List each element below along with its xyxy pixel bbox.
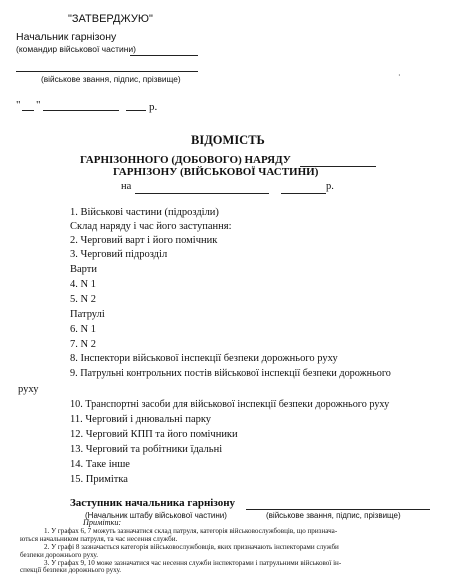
deputy-sign-line bbox=[246, 509, 430, 510]
list-item: 2. Черговий варт і його помічник bbox=[70, 235, 218, 246]
date-open-quote: " bbox=[16, 99, 21, 111]
note-line: 2. У графі 8 зазначається категорія військовослужбовців, яких призначають інспекторами служби bbox=[44, 543, 339, 551]
date-year-suffix: р. bbox=[149, 101, 158, 113]
note-line: 3. У графах 9, 10 може зазначатися час несення служби інспекторами і патрульними військової ін- bbox=[44, 559, 342, 567]
list-item: 14. Таке інше bbox=[70, 459, 130, 470]
date-close-quote: " bbox=[36, 99, 41, 111]
deputy-sub: (Начальник штабу військової частини) bbox=[85, 511, 227, 520]
title-line1: ГАРНІЗОННОГО (ДОБОВОГО) НАРЯДУ bbox=[80, 154, 291, 166]
note-line: безпеки дорожнього руху. bbox=[20, 551, 99, 559]
list-item: 10. Транспортні засоби для військової інспекції безпеки дорожнього руху bbox=[70, 399, 390, 410]
list-item: 11. Черговий і днювальні парку bbox=[70, 414, 212, 425]
stray-mark: · bbox=[398, 71, 401, 80]
list-item: 4. N 1 bbox=[70, 279, 96, 290]
notes-heading: Примітки: bbox=[83, 518, 122, 527]
list-item: 12. Черговий КПП та його помічники bbox=[70, 429, 238, 440]
date-day-line bbox=[22, 110, 34, 111]
approve-sign-caption: (військове звання, підпис, прізвище) bbox=[41, 74, 181, 84]
approve-stamp: "ЗАТВЕРДЖУЮ" bbox=[68, 13, 153, 25]
date-year-line bbox=[126, 110, 146, 111]
note-line: 1. У графах 6, 7 можуть зазначатися склад патруля, категорія військовослужбовців, що признача- bbox=[44, 527, 338, 535]
note-line: ються начальником патруля, та час несення служби. bbox=[20, 535, 178, 543]
list-item: 13. Черговий та робітники їдальні bbox=[70, 444, 223, 455]
list-item: 9. Патрульні контрольних постів військової інспекції безпеки дорожнього bbox=[70, 368, 391, 379]
list-item: 8. Інспектори військової інспекції безпеки дорожнього руху bbox=[70, 353, 338, 364]
list-item: 6. N 1 bbox=[70, 324, 96, 335]
document-title: ВІДОМІСТЬ bbox=[191, 133, 265, 147]
title-year-line bbox=[281, 193, 326, 194]
approve-position: Начальник гарнізону bbox=[16, 31, 117, 43]
note-line: спекції безпеки дорожнього руху. bbox=[20, 566, 122, 574]
position-line bbox=[130, 55, 198, 56]
list-item-wrap: руху bbox=[18, 384, 39, 395]
list-item: 7. N 2 bbox=[70, 339, 96, 350]
signature-line bbox=[16, 71, 198, 72]
title-year-suffix: р. bbox=[326, 181, 334, 192]
list-item: 5. N 2 bbox=[70, 294, 96, 305]
list-item: 3. Черговий підрозділ bbox=[70, 249, 168, 260]
date-month-line bbox=[43, 110, 119, 111]
title-line2: ГАРНІЗОНУ (ВІЙСЬКОВОЇ ЧАСТИНИ) bbox=[113, 166, 319, 178]
list-item: 15. Примітка bbox=[70, 474, 128, 485]
title-date-line bbox=[135, 193, 269, 194]
list-item: 1. Військові частини (підрозділи) bbox=[70, 207, 219, 218]
list-item: Патрулі bbox=[70, 309, 105, 320]
title-on-label: на bbox=[121, 181, 132, 192]
list-item: Варти bbox=[70, 264, 97, 275]
approve-position-sub: (командир військової частини) bbox=[16, 44, 136, 54]
deputy-sign-caption: (військове звання, підпис, прізвище) bbox=[266, 511, 401, 520]
deputy-title: Заступник начальника гарнізону bbox=[70, 497, 236, 509]
list-item: Склад наряду і час його заступання: bbox=[70, 221, 232, 232]
